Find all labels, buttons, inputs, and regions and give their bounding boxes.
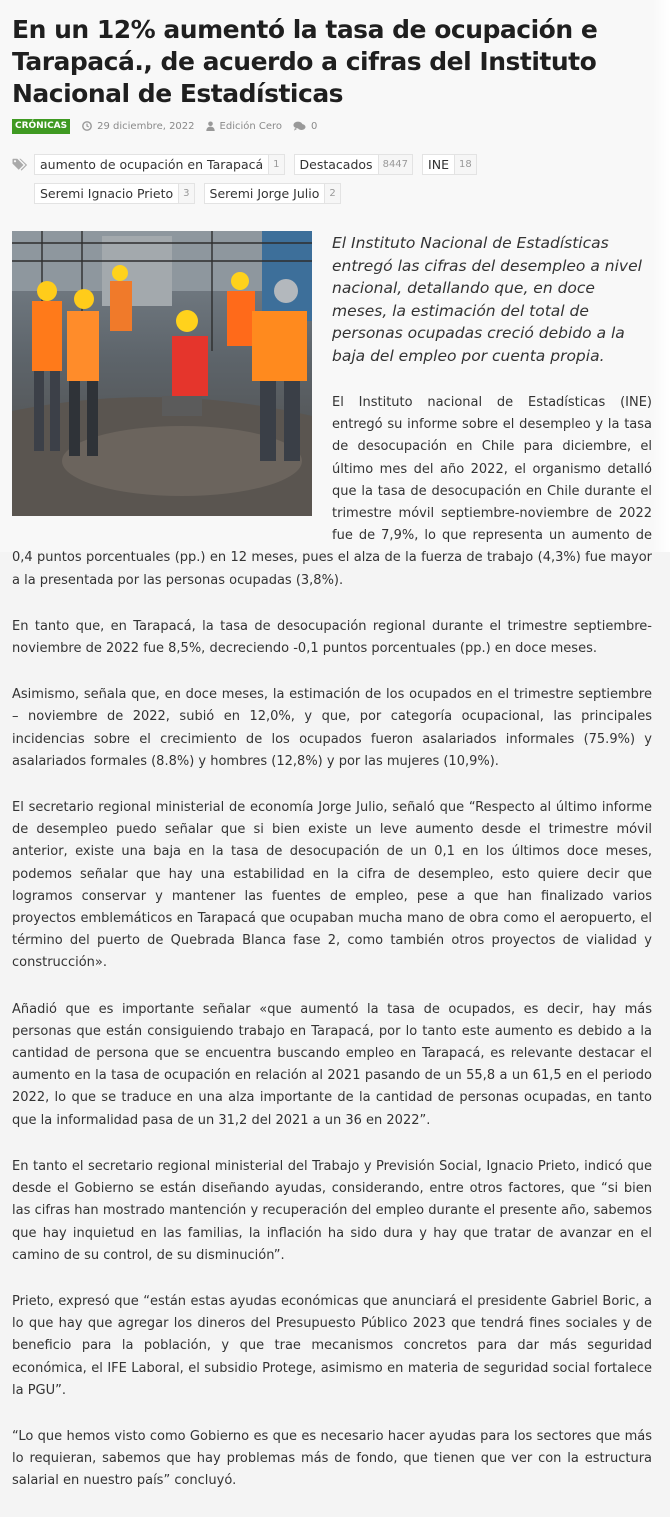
article-title: En un 12% aumentó la tasa de ocupación e Tarapacá., de acuerdo a cifras del Instituto Nacional de Estadísticas [12,15,598,108]
tag-ine[interactable] [422,154,477,175]
tag-destacados[interactable] [294,154,413,175]
body-paragraph: En tanto que, en Tarapacá, la tasa de desocupación regional durante el trimestre septiembre-noviembre de 2022 fue 8,5%, decreciendo -0,1 puntos porcentuales (pp.) en doce meses. [12,618,652,657]
tag-label[interactable]: INE [428,157,449,172]
body-paragraph: “Lo que hemos visto como Gobierno es que es necesario hacer ayudas para los sectores que más lo requieran, sabemos que hay problemas más de fondo, que tienen que ver con la estructura salarial en nuestro país” concluyó. [12,1428,652,1489]
body-paragraph: El Instituto nacional de Estadísticas (INE) entregó su informe sobre el desempleo y la tasa de desocupación en Chile para diciembre, el último mes del año 2022, el organismo detalló que la tasa de desocupación en Chile durante el trimestre móvil septiembre-noviembre de 2022 fue de 7,9%, lo que representa un aumento de 0,4 puntos porcentuales (pp.) en 12 meses, pues el alza de la fuerza de trabajo (4,3%) fue mayor a la presentada por las personas ocupadas (3,8%). [12,395,652,588]
tag-label[interactable]: Seremi Jorge Julio [209,186,320,201]
tag-label[interactable]: aumento de ocupación en Tarapacá [40,157,264,172]
article-meta [12,118,328,134]
tags-icon [12,158,28,171]
tag-list [34,154,634,204]
tag-count: 8447 [378,155,412,174]
comment-count[interactable]: 0 [311,120,318,132]
tag-count: 2 [324,184,339,203]
tag-count: 1 [268,155,283,174]
publish-date: 29 diciembre, 2022 [97,120,195,132]
tag-count: 3 [178,184,193,203]
article-lead: El Instituto Nacional de Estadísticas entregó las cifras del desempleo a nivel nacional, detallando que, en doce meses, la estimación del total de personas ocupadas creció debido a la baja del empleo por cuenta propia. [332,234,642,365]
body-paragraph: El secretario regional ministerial de economía Jorge Julio, señaló que “Respecto al último informe de desempleo puedo señalar que si bien existe un leve aumento desde el trimestre móvil anterior, existe una baja en la tasa de desocupación de un 0,1 en los últimos doce meses, podemos señalar que hay una estabilidad en la cifra de desempleo, esto quiere decir que logramos conservar y mantener las fuentes de empleo, pese a que han finalizado varios proyectos emblemáticos en Tarapacá que ocupaban mucha mano de obra como el aeropuerto, el término del puerto de Quebrada Blanca fase 2, como también otros proyectos de vialidad y construcción». [12,800,652,971]
comments-icon [293,121,306,131]
clock-icon [82,121,92,131]
body-paragraph: Asimismo, señala que, en doce meses, la estimación de los ocupados en el trimestre septiembre – noviembre de 2022, subió en 12,0%, y que, por categoría ocupacional, las principales incidencias sobre el crecimiento de los ocupados fueron asalariados informales (75.9%) y asalariados formales (8.8%) y hombres (12,8%) y por las mujeres (10,9%). [12,687,652,769]
user-icon [206,121,215,131]
category-badge[interactable]: CRÓNICAS [12,119,70,134]
body-paragraph: Prieto, expresó que “están estas ayudas económicas que anunciará el presidente Gabriel Boric, a lo que hay que agregar los dineros del Presupuesto Público 2023 que tendrá fines sociales y de beneficio para la población, y que trae mecanismos concretos para dar más seguridad económica, el IFE Laboral, el subsidio Protege, asimismo en materia de seguridad social fortalece la PGU”. [12,1293,652,1398]
image-float-spacer [12,392,332,542]
date-item [82,121,194,132]
author-name[interactable]: Edición Cero [219,120,283,132]
tag-seremi-jorge-julio[interactable] [204,183,341,204]
tag-aumento-ocupacion[interactable] [34,154,285,175]
tag-label[interactable]: Seremi Ignacio Prieto [40,186,174,201]
tag-seremi-ignacio-prieto[interactable] [34,183,195,204]
tag-count: 18 [454,155,476,174]
comments-item[interactable] [293,121,317,132]
article-body [12,392,652,1517]
body-paragraph: Añadió que es importante señalar «que aumentó la tasa de ocupados, es decir, hay más personas que están consiguiendo trabajo en Tarapacá, por lo tanto este aumento es debido a la cantidad de persona que se encuentra buscando empleo en Tarapacá, es relevante destacar el aumento en la tasa de ocupación en relación al 2021 pasando de un 55,8 a un 61,5 en el periodo 2022, lo que se traduce en una alza importante de la cantidad de personas ocupadas, en tanto que la informalidad pasa de un 31,2 del 2021 a un 36 en 2022”. [12,1001,652,1128]
tag-label[interactable]: Destacados [299,157,373,172]
author-item[interactable] [206,121,283,132]
body-paragraph: En tanto el secretario regional ministerial del Trabajo y Previsión Social, Ignacio Prieto, indicó que desde el Gobierno se están diseñando ayudas, considerando, entre otros factores, que “si bien las cifras han mostrado mantención y recuperación del empleo durante el presente año, sabemos que hay inquietud en las familias, la inflación ha sido dura y hay que tratar de avanzar en el camino de su control, de su disminución”. [12,1158,652,1263]
